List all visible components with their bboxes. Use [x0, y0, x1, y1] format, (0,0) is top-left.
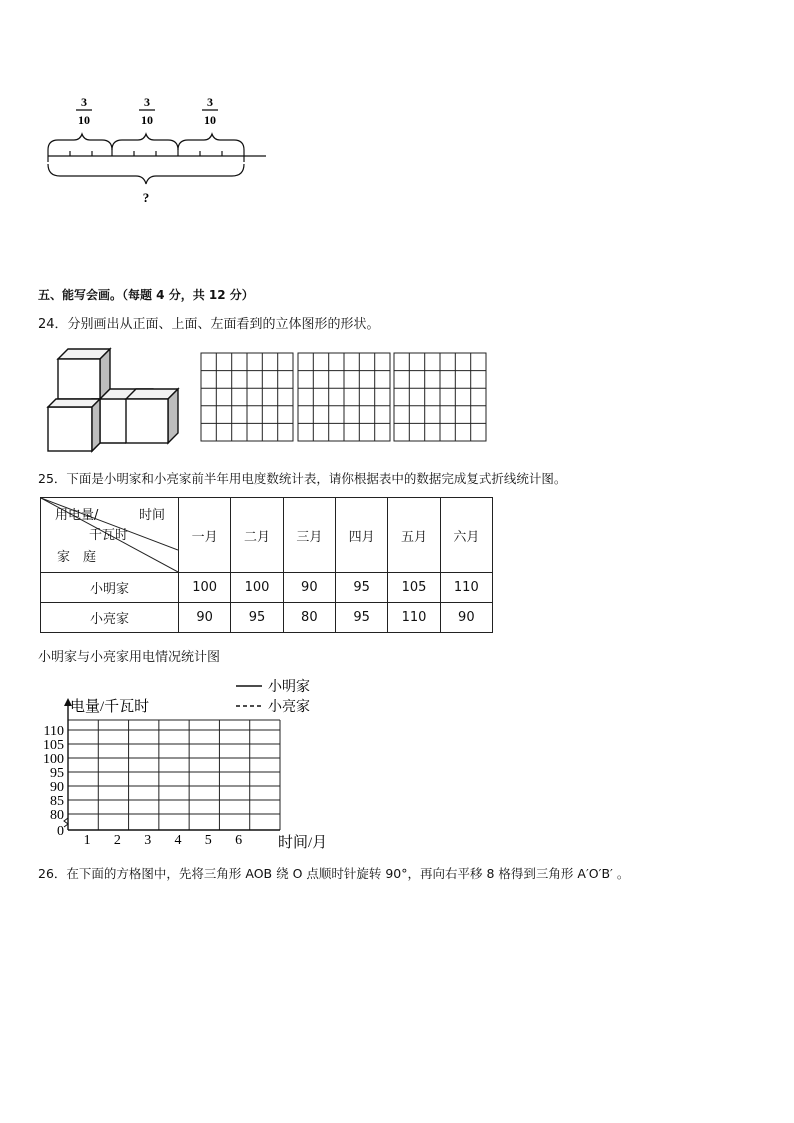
svg-text:10: 10 — [78, 113, 90, 127]
corner-usage-label: 用电量/ — [55, 508, 99, 523]
y-axis-label: 电量/千瓦时 — [70, 699, 150, 715]
corner-family-label: 家 庭 — [57, 550, 97, 565]
table-corner-header — [41, 498, 179, 573]
table-cell: 110 — [388, 603, 440, 633]
y-tick-label: 110 — [43, 724, 64, 739]
legend — [236, 679, 310, 715]
table-cell: 105 — [388, 573, 440, 603]
legend-label-xiaoliang: 小亮家 — [268, 700, 310, 715]
svg-text:3: 3 — [144, 95, 150, 109]
y-tick-label: 105 — [43, 738, 64, 753]
table-cell: 95 — [231, 603, 283, 633]
y-tick-label: 80 — [50, 808, 64, 823]
month-header-3: 三月 — [283, 498, 335, 573]
y-tick-label: 0 — [57, 824, 64, 839]
table-cell: 95 — [335, 573, 387, 603]
x-tick-label: 5 — [204, 833, 212, 848]
fraction-2 — [139, 95, 155, 127]
line-chart — [30, 672, 350, 852]
y-tick-label: 95 — [50, 766, 64, 781]
chart-title: 小明家与小亮家用电情况统计图 — [38, 650, 221, 665]
svg-text:10: 10 — [141, 113, 153, 127]
question-26-text: 26．在下面的方格图中，先将三角形 AOB 绕 O 点顺时针旋转 90°，再向右平移 8 格得到三角形 A′O′B′ 。 — [38, 866, 630, 881]
svg-text:10: 10 — [204, 113, 216, 127]
electricity-table — [40, 497, 493, 633]
table-cell: 100 — [179, 573, 231, 603]
corner-unit-label: 千瓦时 — [89, 528, 129, 543]
upper-brace-3 — [178, 134, 244, 150]
front-view-grid[interactable] — [200, 352, 294, 442]
table-cell: 90 — [283, 573, 335, 603]
upper-brace-1 — [48, 134, 112, 150]
legend-label-xiaoming: 小明家 — [268, 680, 310, 695]
table-cell: 100 — [231, 573, 283, 603]
chart-axes — [64, 698, 280, 830]
question-24-text: 24．分别画出从正面、上面、左面看到的立体图形的形状。 — [38, 317, 380, 332]
table-row — [41, 573, 493, 603]
fraction-1 — [76, 95, 92, 127]
table-cell: 95 — [335, 603, 387, 633]
cube-figure — [40, 345, 200, 455]
month-header-2: 二月 — [231, 498, 283, 573]
fraction-3 — [202, 95, 218, 127]
x-tick-label: 6 — [235, 833, 243, 848]
x-tick-label: 3 — [144, 833, 152, 848]
svg-text:3: 3 — [207, 95, 213, 109]
y-tick-label: 85 — [50, 794, 64, 809]
chart-grid — [68, 720, 280, 830]
upper-brace-2 — [112, 134, 178, 150]
month-header-4: 四月 — [335, 498, 387, 573]
section-5-heading: 五、能写会画。（每题 4 分，共 12 分） — [38, 288, 254, 302]
top-view-grid[interactable] — [297, 352, 391, 442]
svg-text:3: 3 — [81, 95, 87, 109]
table-cell: 80 — [283, 603, 335, 633]
x-tick-label: 2 — [113, 833, 121, 848]
number-line-figure — [40, 92, 280, 212]
lower-brace — [48, 164, 244, 184]
x-tick-label: 1 — [83, 833, 91, 848]
question-25-text: 25．下面是小明家和小亮家前半年用电度数统计表，请你根据表中的数据完成复式折线统计图。 — [38, 471, 567, 486]
table-cell: 90 — [179, 603, 231, 633]
left-view-grid[interactable] — [393, 352, 487, 442]
row-family-name: 小亮家 — [41, 603, 179, 633]
table-cell: 110 — [440, 573, 492, 603]
table-row — [41, 603, 493, 633]
row-family-name: 小明家 — [41, 573, 179, 603]
month-header-1: 一月 — [179, 498, 231, 573]
y-tick-label: 100 — [43, 752, 64, 767]
month-header-6: 六月 — [440, 498, 492, 573]
x-tick-label: 4 — [174, 833, 182, 848]
corner-time-label: 时间 — [139, 508, 166, 523]
x-axis-label: 时间/月 — [278, 835, 328, 851]
y-tick-label: 90 — [50, 780, 64, 795]
table-cell: 90 — [440, 603, 492, 633]
month-header-5: 五月 — [388, 498, 440, 573]
unknown-label: ? — [142, 190, 150, 205]
